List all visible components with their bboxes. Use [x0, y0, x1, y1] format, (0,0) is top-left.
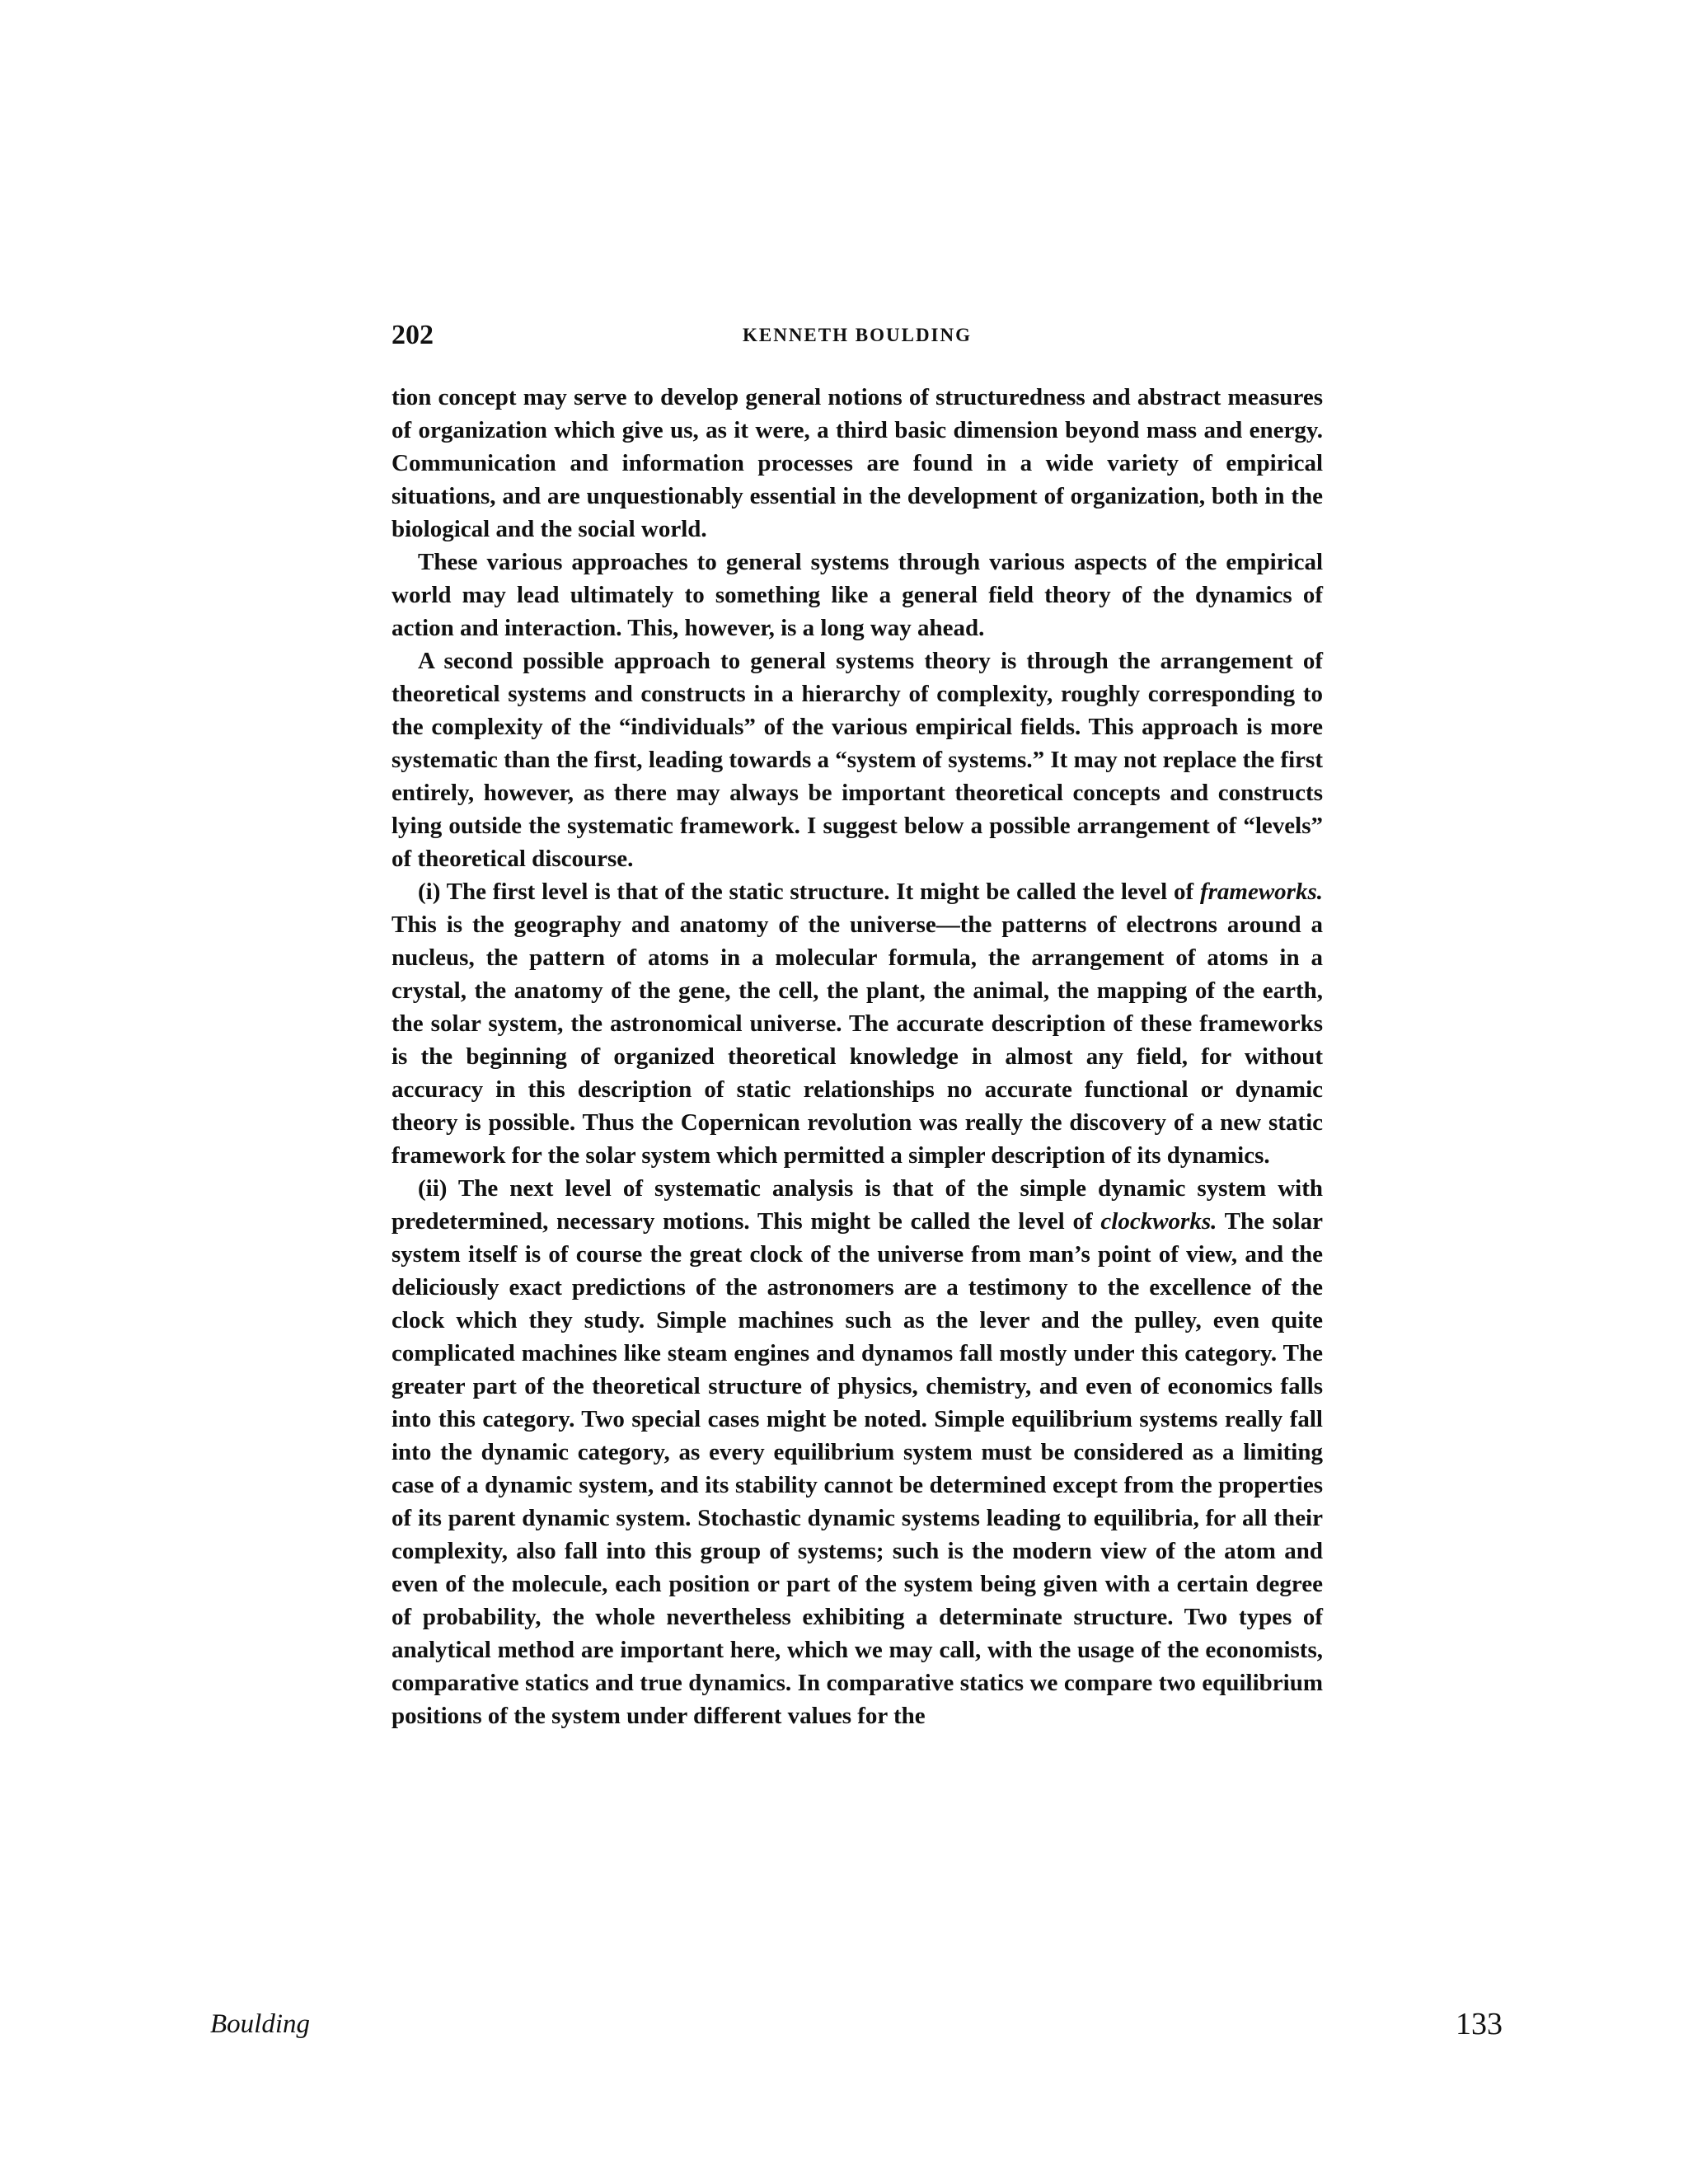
body-text — [392, 381, 1323, 1732]
original-page-number: 202 — [392, 320, 434, 350]
text-run: (ii) The next level of systematic analysis is that of the simple dynamic system with predetermined, necessary motions. This might be called the level of — [392, 1175, 1323, 1235]
text-run: The solar system itself is of course the great clock of the universe from man’s point of view, and the deliciously exact predictions of the astronomers are a testimony to the excellence of the clock which they study. Simple machines such as the lever and the pulley, even quite complicated machines like steam engines and dynamos fall mostly under this category. The greater part of the theoretical structure of physics, chemistry, and even of economics falls into this category. Two special cases might be noted. Simple equilibrium systems really fall into the dynamic category, as every equilibrium system must be considered as a limiting case of a dynamic system, and its stability cannot be determined except from the properties of its parent dynamic system. Stochastic dynamic systems leading to equilibria, for all their complexity, also fall into this group of systems; such is the modern view of the atom and even of the molecule, each position or part of the system being given with a certain degree of probability, the whole nevertheless exhibiting a determinate structure. Two types of analytical method are important here, which we may call, with the usage of the economists, comparative statics and true dynamics. In comparative statics we compare two equilibrium positions of the system under different values for the — [392, 1208, 1323, 1729]
paragraph: These various approaches to general systems through various aspects of the empirical world may lead ultimately to something like a general field theory of the dynamics of action and interaction. This, however, is a long way ahead. — [392, 549, 1323, 641]
paragraph-level-ii — [392, 1172, 1323, 1732]
page-header — [392, 320, 1323, 361]
footer-author: Boulding — [210, 2009, 310, 2039]
paragraph: A second possible approach to general systems theory is through the arrangement of theoretical systems and constructs in a hierarchy of complexity, roughly corresponding to the complexity of the “individuals” of the various empirical fields. This approach is more systematic than the first, leading towards a “system of systems.” It may not replace the first entirely, however, as there may always be important theoretical concepts and constructs lying outside the systematic framework. I suggest below a possible arrangement of “levels” of theoretical discourse. — [392, 648, 1323, 872]
text-run: (i) The first level is that of the static structure. It might be called the level of — [418, 879, 1200, 905]
text-run: This is the geography and anatomy of the universe—the patterns of electrons around a nucleus, the pattern of atoms in a molecular formula, the arrangement of atoms in a crystal, the anatomy of the gene, the cell, the plant, the animal, the mapping of the earth, the solar system, the astronomical universe. The accurate description of these frameworks is the beginning of organized theoretical knowledge in almost any field, for without accuracy in this description of static relationships no accurate functional or dynamic theory is possible. Thus the Copernican revolution was really the discovery of a new static framework for the solar system which permitted a simpler description of its dynamics. — [392, 912, 1323, 1169]
paragraph-level-i — [392, 875, 1323, 1172]
running-head: KENNETH BOULDING — [742, 325, 972, 345]
paragraph: tion concept may serve to develop general notions of structuredness and abstract measures of organization which give us, as it were, a third basic dimension beyond mass and energy. Communication and information processes are found in a wide variety of empirical situations, and are unquestionably essential in the development of organization, both in the biological and the social world. — [392, 384, 1323, 542]
footer-page-number: 133 — [1456, 2007, 1503, 2041]
emphasis: clockworks. — [1100, 1208, 1217, 1235]
emphasis: frameworks. — [1199, 879, 1323, 905]
